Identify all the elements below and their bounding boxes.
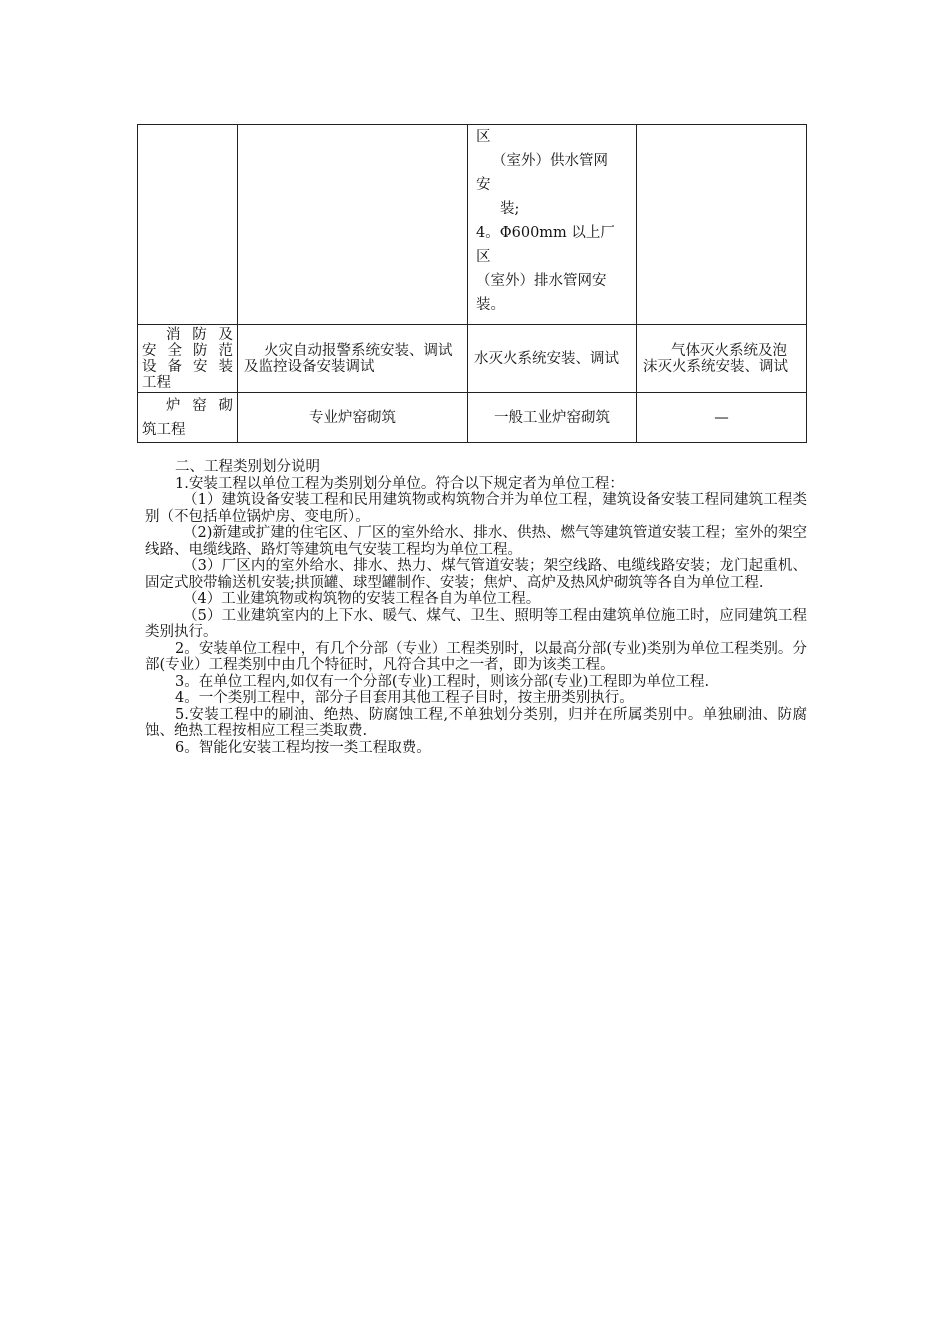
note-paragraph: 4。一个类别工程中，部分子目套用其他工程子目时，按主册类别执行。 xyxy=(175,690,634,706)
note-paragraph: （4）工业建筑物或构筑物的安装工程各自为单位工程。 xyxy=(183,591,541,607)
class2-text: 一般工业炉窑砌筑 xyxy=(494,409,610,426)
pipe-line: 区 xyxy=(476,249,491,265)
pipe-line: 4。Φ600mm 以上厂 xyxy=(476,225,615,241)
category-cell xyxy=(138,325,238,393)
note-paragraph: （3）厂区内的室外给水、排水、热力、煤气管道安装；架空线路、电缆线路安装；龙门起重机、固定式胶带输送机安装;拱顶罐、球型罐制作、安装；焦炉、高炉及热风炉砌筑等各自为单位工程. xyxy=(145,558,807,591)
category-line: 炉 窑 砌 xyxy=(166,397,233,414)
class3-text: — xyxy=(714,409,729,426)
class3-text: 气体灭火系统及泡沫灭火系统安装、调试 xyxy=(643,342,788,375)
note-paragraph: 2。安装单位工程中，有几个分部（专业）工程类别时，以最高分部(专业)类别为单位工程类别。分部(专业）工程类别中由几个特征时，凡符合其中之一者，即为该类工程。 xyxy=(145,640,807,673)
note-paragraph: 3。在单位工程内,如仅有一个分部(专业)工程时，则该分部(专业)工程即为单位工程. xyxy=(175,673,710,690)
category-line: 工程 xyxy=(142,374,171,391)
classification-notes xyxy=(145,459,807,756)
category-line: 安 全 防 范 xyxy=(142,342,233,359)
category-line: 筑工程 xyxy=(142,421,186,438)
category-cell xyxy=(138,125,238,325)
pipe-line: 安 xyxy=(476,177,491,193)
table-row xyxy=(138,393,807,443)
class2-cell xyxy=(468,325,637,393)
pipe-line: 装; xyxy=(500,201,520,217)
note-paragraph: （1）建筑设备安装工程和民用建筑物或构筑物合并为单位工程，建筑设备安装工程同建筑工程类别（不包括单位锅炉房、变电所）。 xyxy=(145,492,807,525)
class1-cell xyxy=(238,393,468,443)
pipe-line: 区 xyxy=(476,129,491,145)
pipe-line: （室外）排水管网安 xyxy=(476,273,607,289)
class2-text: 水灭火系统安装、调试 xyxy=(474,350,619,367)
class2-cell xyxy=(468,393,637,443)
table-row xyxy=(138,325,807,393)
note-paragraph: 6。智能化安装工程均按一类工程取费。 xyxy=(175,739,431,756)
class1-cell xyxy=(238,125,468,325)
category-line: 消 防 及 xyxy=(166,326,233,343)
class1-text: 火灾自动报警系统安装、调试及监控设备安装调试 xyxy=(244,342,453,375)
category-line: 设 备 安 装 xyxy=(142,358,233,375)
category-cell xyxy=(138,393,238,443)
pipe-line: 装。 xyxy=(476,297,505,313)
class3-cell xyxy=(637,325,807,393)
classification-table xyxy=(137,124,807,443)
section-heading: 二、工程类别划分说明 xyxy=(175,459,320,475)
class3-cell xyxy=(637,393,807,443)
note-paragraph: 1.安装工程以单位工程为类别划分单位。符合以下规定者为单位工程： xyxy=(175,475,624,492)
table-row xyxy=(138,125,807,325)
class1-text: 专业炉窑砌筑 xyxy=(309,409,396,426)
note-paragraph: 5.安装工程中的刷油、绝热、防腐蚀工程,不单独划分类别，归并在所属类别中。单独刷油、防腐蚀、绝热工程按相应工程三类取费. xyxy=(145,706,807,739)
class3-cell xyxy=(637,125,807,325)
class2-cell xyxy=(468,125,637,325)
class1-cell xyxy=(238,325,468,393)
pipe-line: （室外）供水管网 xyxy=(492,153,608,169)
note-paragraph: （5）工业建筑室内的上下水、暖气、煤气、卫生、照明等工程由建筑单位施工时，应同建筑工程类别执行。 xyxy=(145,607,807,640)
note-paragraph: （2)新建或扩建的住宅区、厂区的室外给水、排水、供热、燃气等建筑管道安装工程；室外的架空线路、电缆线路、路灯等建筑电气安装工程均为单位工程。 xyxy=(145,525,807,558)
